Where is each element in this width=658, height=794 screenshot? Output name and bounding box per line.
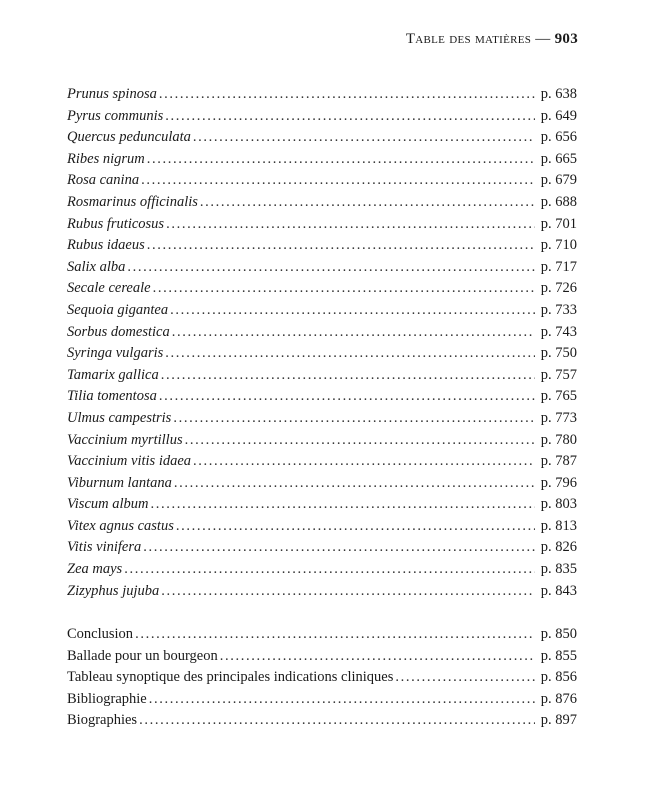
toc-entry-label: Rosa canina xyxy=(67,172,140,189)
dot-leader xyxy=(176,516,535,538)
toc-entry-page: p. 757 xyxy=(540,366,577,383)
toc-entry-page: p. 780 xyxy=(540,431,577,448)
dot-leader xyxy=(135,624,535,646)
toc-entry-page: p. 803 xyxy=(540,496,577,513)
toc-entry xyxy=(67,430,577,452)
toc-entry-page: p. 835 xyxy=(540,561,577,578)
toc-entry xyxy=(67,300,577,322)
toc-entry xyxy=(67,559,577,581)
header-page-number: 903 xyxy=(554,31,578,47)
toc-entry-label: Biographies xyxy=(67,712,138,729)
toc-entry xyxy=(67,127,577,149)
toc-entry xyxy=(67,624,577,646)
toc-entry-label: Zea mays xyxy=(67,561,123,578)
dot-leader xyxy=(193,127,535,149)
toc-entry xyxy=(67,170,577,192)
toc-entry xyxy=(67,214,577,236)
toc-entry xyxy=(67,149,577,171)
toc-entry-label: Viburnum lantana xyxy=(67,474,172,491)
toc-entry-page: p. 850 xyxy=(540,626,577,642)
header-separator: — xyxy=(535,31,551,47)
dot-leader xyxy=(165,343,534,365)
toc-entry xyxy=(67,84,577,106)
toc-entry-page: p. 787 xyxy=(540,453,577,470)
toc-entry-page: p. 773 xyxy=(540,409,577,426)
dot-leader xyxy=(124,559,535,581)
toc-entry-page: p. 813 xyxy=(540,517,577,534)
toc-entry xyxy=(67,257,577,279)
toc-entry-page: p. 656 xyxy=(540,129,577,146)
dot-leader xyxy=(200,192,535,214)
dot-leader xyxy=(173,408,534,430)
header-title: Table des matières xyxy=(405,31,532,47)
running-header xyxy=(406,31,578,48)
toc-entry-label: Rosmarinus officinalis xyxy=(67,193,198,210)
toc-entry-label: Conclusion xyxy=(67,626,134,642)
toc-entry-label: Bibliographie xyxy=(67,690,147,707)
toc-entry-label: Sequoia gigantea xyxy=(67,301,169,318)
toc-entry xyxy=(67,386,577,408)
toc-entry xyxy=(67,106,577,128)
dot-leader xyxy=(172,322,535,344)
toc-entry-page: p. 826 xyxy=(540,539,577,556)
toc-entry xyxy=(67,192,577,214)
dot-leader xyxy=(141,170,535,192)
dot-leader xyxy=(395,667,534,689)
toc-entry-page: p. 743 xyxy=(540,323,577,340)
toc-entry-page: p. 638 xyxy=(540,86,577,102)
toc-entry-page: p. 679 xyxy=(540,172,577,189)
toc-entry-page: p. 765 xyxy=(540,388,577,405)
toc-entry xyxy=(67,667,577,689)
dot-leader xyxy=(165,106,534,128)
toc-entry-label: Tableau synoptique des principales indications cliniques xyxy=(67,669,394,686)
toc-entry xyxy=(67,451,577,473)
toc-entry-label: Rubus fruticosus xyxy=(67,215,165,232)
dot-leader xyxy=(161,365,535,387)
toc-entry-label: Prunus spinosa xyxy=(67,86,157,102)
toc-entry-label: Zizyphus jujuba xyxy=(67,582,160,599)
toc-entry xyxy=(67,473,577,495)
dot-leader xyxy=(166,214,535,236)
toc-entry xyxy=(67,365,577,387)
toc-entry-page: p. 843 xyxy=(540,582,577,599)
dot-leader xyxy=(127,257,534,279)
toc-entry xyxy=(67,494,577,516)
toc-entry-page: p. 649 xyxy=(540,107,577,124)
toc-entry-label: Vaccinium vitis idaea xyxy=(67,453,192,470)
toc-entry-label: Ulmus campestris xyxy=(67,409,172,426)
dot-leader xyxy=(174,473,535,495)
dot-leader xyxy=(159,386,535,408)
toc-entry-page: p. 726 xyxy=(540,280,577,297)
toc-entry-page: p. 876 xyxy=(540,690,577,707)
toc-entry-page: p. 796 xyxy=(540,474,577,491)
toc-entry xyxy=(67,408,577,430)
toc-entry-label: Vaccinium myrtillus xyxy=(67,431,183,448)
toc-entry xyxy=(67,278,577,300)
toc-entry-label: Vitis vinifera xyxy=(67,539,142,556)
dot-leader xyxy=(220,646,535,668)
toc-entry xyxy=(67,322,577,344)
dot-leader xyxy=(193,451,535,473)
toc-entry-label: Viscum album xyxy=(67,496,149,513)
toc-entry-label: Rubus idaeus xyxy=(67,237,145,254)
toc-entry-label: Salix alba xyxy=(67,258,126,275)
toc-entry-label: Syringa vulgaris xyxy=(67,345,164,362)
toc-entry-label: Secale cereale xyxy=(67,280,151,297)
toc-entry-page: p. 665 xyxy=(540,150,577,167)
toc-entry-label: Tamarix gallica xyxy=(67,366,159,383)
toc-entry-label: Quercus pedunculata xyxy=(67,129,191,146)
toc-entry-label: Vitex agnus castus xyxy=(67,517,174,534)
toc-entry-page: p. 688 xyxy=(540,193,577,210)
toc-entry xyxy=(67,537,577,559)
toc-entry xyxy=(67,516,577,538)
toc-entry xyxy=(67,343,577,365)
dot-leader xyxy=(151,494,535,516)
toc-entry xyxy=(67,646,577,668)
dot-leader xyxy=(153,278,535,300)
dot-leader xyxy=(147,235,535,257)
toc-entry-page: p. 750 xyxy=(540,345,577,362)
toc-entry xyxy=(67,710,577,732)
toc-entry-label: Tilia tomentosa xyxy=(67,388,157,405)
toc-entry-page: p. 717 xyxy=(540,258,577,275)
dot-leader xyxy=(139,710,535,732)
toc-entry-page: p. 897 xyxy=(540,712,577,729)
dot-leader xyxy=(161,581,535,603)
toc-entry xyxy=(67,581,577,603)
toc-annexes-list xyxy=(67,624,577,732)
toc-entry-page: p. 701 xyxy=(540,215,577,232)
toc-entry-page: p. 856 xyxy=(540,669,577,686)
toc-entry-label: Ballade pour un bourgeon xyxy=(67,647,218,664)
dot-leader xyxy=(147,149,535,171)
toc-entry-label: Ribes nigrum xyxy=(67,150,145,167)
toc-entry-page: p. 733 xyxy=(540,301,577,318)
toc-entry xyxy=(67,689,577,711)
dot-leader xyxy=(159,84,535,106)
dot-leader xyxy=(149,689,535,711)
dot-leader xyxy=(143,537,535,559)
toc-entry xyxy=(67,235,577,257)
toc-entry-page: p. 710 xyxy=(540,237,577,254)
toc-entry-label: Pyrus communis xyxy=(67,107,164,124)
toc-entry-page: p. 855 xyxy=(540,647,577,664)
toc-entry-label: Sorbus domestica xyxy=(67,323,170,340)
toc-plants-list xyxy=(67,84,577,602)
dot-leader xyxy=(170,300,535,322)
dot-leader xyxy=(185,430,535,452)
